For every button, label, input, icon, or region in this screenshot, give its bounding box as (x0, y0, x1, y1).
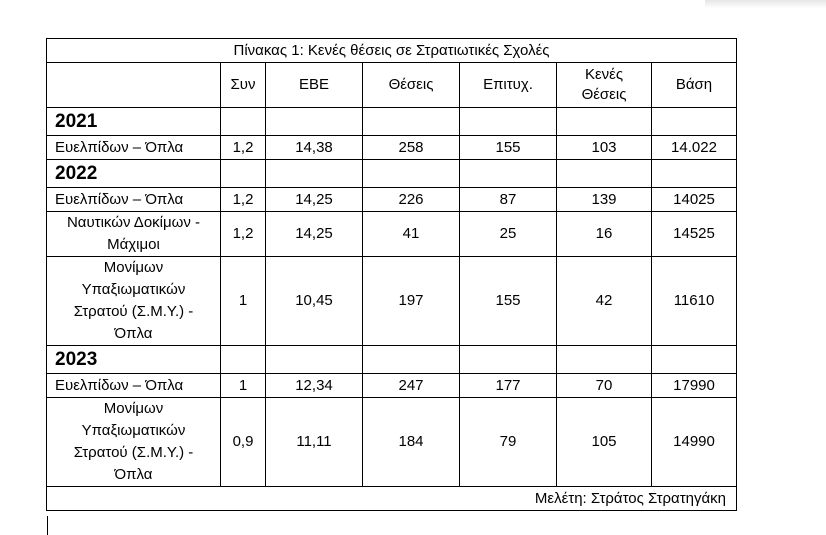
school-name: Ευελπίδων – Όπλα (47, 374, 221, 398)
window-shadow (705, 0, 826, 8)
cell-vasi: 14990 (652, 398, 737, 487)
year-label: 2021 (47, 108, 221, 136)
cell-theseis: 184 (363, 398, 460, 487)
year-row (47, 160, 737, 188)
cell-epityx: 25 (460, 212, 557, 257)
cell-epityx: 177 (460, 374, 557, 398)
cell-vasi: 11610 (652, 257, 737, 346)
empty-cell (557, 108, 652, 136)
year-row (47, 346, 737, 374)
cell-ebe: 10,45 (266, 257, 363, 346)
author-credit: Μελέτη: Στράτος Στρατηγάκη (47, 487, 737, 511)
empty-cell (363, 108, 460, 136)
cell-theseis: 41 (363, 212, 460, 257)
cell-vasi: 14.022 (652, 136, 737, 160)
empty-cell (460, 160, 557, 188)
cell-vasi: 14525 (652, 212, 737, 257)
cell-ebe: 14,25 (266, 188, 363, 212)
cell-ebe: 14,25 (266, 212, 363, 257)
header-cell-epityx: Επιτυχ. (460, 63, 557, 108)
cell-theseis: 258 (363, 136, 460, 160)
cell-theseis: 197 (363, 257, 460, 346)
header-cell-syn: Συν (221, 63, 266, 108)
text-cursor (47, 516, 48, 535)
header-cell-ebe: ΕΒΕ (266, 63, 363, 108)
empty-cell (363, 160, 460, 188)
school-name: Ναυτικών Δοκίμων - Μάχιμοι (47, 212, 221, 257)
cell-kenes: 42 (557, 257, 652, 346)
cell-kenes: 70 (557, 374, 652, 398)
cell-epityx: 87 (460, 188, 557, 212)
empty-cell (363, 346, 460, 374)
header-cell-vasi: Βάση (652, 63, 737, 108)
empty-cell (557, 346, 652, 374)
cell-theseis: 247 (363, 374, 460, 398)
vacancies-table (46, 38, 737, 511)
header-cell-kenes: Κενές Θέσεις (557, 63, 652, 108)
cell-syn: 1,2 (221, 136, 266, 160)
empty-cell (221, 346, 266, 374)
cell-kenes: 16 (557, 212, 652, 257)
empty-cell (266, 160, 363, 188)
cell-ebe: 11,11 (266, 398, 363, 487)
cell-syn: 0,9 (221, 398, 266, 487)
header-cell-empty (47, 63, 221, 108)
school-name: Ευελπίδων – Όπλα (47, 188, 221, 212)
footer-row (47, 487, 737, 511)
year-label: 2023 (47, 346, 221, 374)
year-label: 2022 (47, 160, 221, 188)
cell-epityx: 155 (460, 136, 557, 160)
table-caption: Πίνακας 1: Κενές θέσεις σε Στρατιωτικές Σχολές (47, 39, 737, 63)
table-row (47, 212, 737, 257)
table-row (47, 257, 737, 346)
cell-ebe: 12,34 (266, 374, 363, 398)
empty-cell (221, 160, 266, 188)
empty-cell (266, 108, 363, 136)
school-name: Μονίμων Υπαξιωματικών Στρατού (Σ.Μ.Υ.) - Όπλα (47, 398, 221, 487)
empty-cell (652, 108, 737, 136)
empty-cell (557, 160, 652, 188)
header-row (47, 63, 737, 108)
cell-epityx: 155 (460, 257, 557, 346)
empty-cell (460, 108, 557, 136)
empty-cell (652, 160, 737, 188)
cell-kenes: 105 (557, 398, 652, 487)
cell-vasi: 14025 (652, 188, 737, 212)
table-row (47, 398, 737, 487)
table-row (47, 136, 737, 160)
table-row (47, 374, 737, 398)
cell-kenes: 103 (557, 136, 652, 160)
empty-cell (652, 346, 737, 374)
cell-syn: 1 (221, 374, 266, 398)
year-row (47, 108, 737, 136)
cell-syn: 1,2 (221, 212, 266, 257)
empty-cell (266, 346, 363, 374)
cell-ebe: 14,38 (266, 136, 363, 160)
empty-cell (460, 346, 557, 374)
cell-kenes: 139 (557, 188, 652, 212)
header-cell-theseis: Θέσεις (363, 63, 460, 108)
cell-theseis: 226 (363, 188, 460, 212)
caption-row (47, 39, 737, 63)
cell-vasi: 17990 (652, 374, 737, 398)
cell-epityx: 79 (460, 398, 557, 487)
school-name: Μονίμων Υπαξιωματικών Στρατού (Σ.Μ.Υ.) - Όπλα (47, 257, 221, 346)
school-name: Ευελπίδων – Όπλα (47, 136, 221, 160)
cell-syn: 1,2 (221, 188, 266, 212)
empty-cell (221, 108, 266, 136)
table-row (47, 188, 737, 212)
cell-syn: 1 (221, 257, 266, 346)
